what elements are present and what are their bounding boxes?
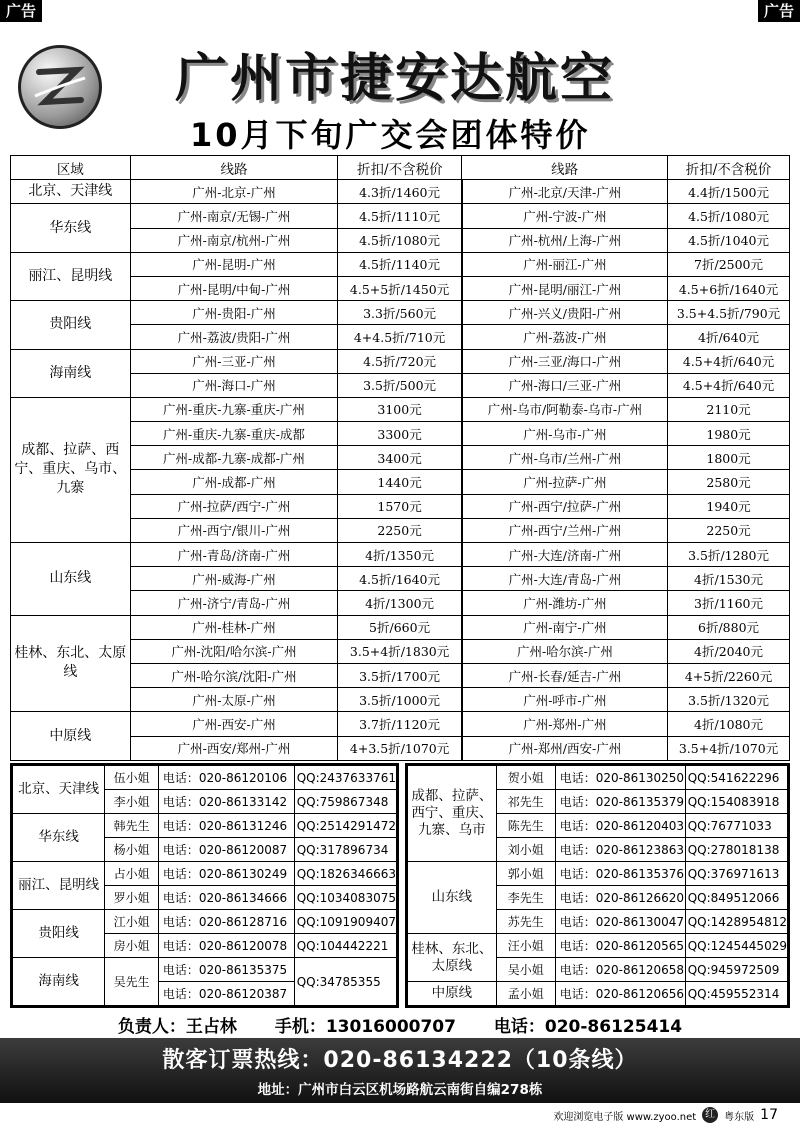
contact-qq: QQ:1091909407 [294, 910, 396, 934]
price-row [11, 301, 790, 325]
contact-phone: 电话：020-86120403 [555, 814, 685, 838]
fare-cell: 1440元 [338, 470, 462, 494]
contact-phone: 电话：020-86130250 [555, 766, 685, 790]
fare-cell: 5折/660元 [338, 615, 462, 639]
fare-cell: 4.5折/1140元 [338, 252, 462, 276]
price-row [11, 712, 790, 736]
contact-region: 贵阳线 [13, 910, 105, 958]
edition-text: 粤东版 [724, 1111, 755, 1123]
route-cell: 广州-荔波-广州 [462, 325, 668, 349]
route-cell: 广州-西宁/拉萨-广州 [462, 494, 668, 518]
contact-qq: QQ:317896734 [294, 838, 396, 862]
contact-name: 杨小姐 [105, 838, 159, 862]
route-cell: 广州-哈尔滨/沈阳-广州 [130, 663, 338, 687]
fare-cell: 4折/1350元 [338, 543, 462, 567]
fare-cell: 3.3折/560元 [338, 301, 462, 325]
region-cell: 桂林、东北、太原线 [11, 615, 131, 712]
fare-cell: 4折/640元 [668, 325, 790, 349]
page-subtitle: 10月下旬广交会团体特价 [190, 116, 591, 154]
contact-phone: 电话：020-86131246 [158, 814, 294, 838]
contact-phone: 电话：020-86120565 [555, 934, 685, 958]
fare-cell: 4.3折/1460元 [338, 180, 462, 204]
phone-text: 电话：020-86125414 [493, 1017, 683, 1037]
contact-name: 祁先生 [496, 790, 555, 814]
contact-row [408, 934, 788, 958]
fare-cell: 1570元 [338, 494, 462, 518]
contact-qq: QQ:849512066 [685, 886, 787, 910]
contact-row [13, 814, 397, 838]
fare-cell: 4.5+4折/640元 [668, 349, 790, 373]
route-cell: 广州-三亚/海口-广州 [462, 349, 668, 373]
hotline-text: 散客订票热线：020-86134222（10条线） [162, 1048, 638, 1073]
contact-qq: QQ:376971613 [685, 862, 787, 886]
address-text: 地址：广州市白云区机场路航云南街自编278栋 [257, 1082, 543, 1098]
fare-cell: 4+4.5折/710元 [338, 325, 462, 349]
contact-name: 汪小姐 [496, 934, 555, 958]
contact-region: 成都、拉萨、西宁、重庆、九寨、乌市 [408, 766, 497, 862]
contact-phone: 电话：020-86120387 [158, 982, 294, 1006]
route-cell: 广州-重庆-九寨-重庆-广州 [130, 397, 338, 421]
route-cell: 广州-桂林-广州 [130, 615, 338, 639]
price-header-cell: 线路 [130, 156, 338, 180]
fare-cell: 4.5折/1080元 [668, 204, 790, 228]
route-cell: 广州-潍坊-广州 [462, 591, 668, 615]
contact-name: 刘小姐 [496, 838, 555, 862]
contact-name: 贺小姐 [496, 766, 555, 790]
fare-cell: 3.5+4折/1070元 [668, 736, 790, 760]
route-cell: 广州-西安/郑州-广州 [130, 736, 338, 760]
contact-region: 中原线 [408, 982, 497, 1006]
price-row [11, 397, 790, 421]
contact-phone: 电话：020-86120087 [158, 838, 294, 862]
region-cell: 丽江、昆明线 [11, 252, 131, 300]
route-cell: 广州-乌市/兰州-广州 [462, 446, 668, 470]
price-row [11, 180, 790, 204]
route-cell: 广州-成都-广州 [130, 470, 338, 494]
region-cell: 成都、拉萨、西宁、重庆、乌市、九寨 [11, 397, 131, 542]
route-cell: 广州-贵阳-广州 [130, 301, 338, 325]
contact-name: 伍小姐 [105, 766, 159, 790]
route-cell: 广州-重庆-九寨-重庆-成都 [130, 422, 338, 446]
contact-qq: QQ:759867348 [294, 790, 396, 814]
contact-qq: QQ:2437633761 [294, 766, 396, 790]
contact-name: 陈先生 [496, 814, 555, 838]
fare-cell: 4.5+4折/640元 [668, 373, 790, 397]
route-cell: 广州-杭州/上海-广州 [462, 228, 668, 252]
fare-cell: 3.5折/1320元 [668, 688, 790, 712]
region-cell: 中原线 [11, 712, 131, 760]
contact-name: 罗小姐 [105, 886, 159, 910]
route-cell: 广州-大连/青岛-广州 [462, 567, 668, 591]
route-cell: 广州-丽江-广州 [462, 252, 668, 276]
contact-qq: QQ:278018138 [685, 838, 787, 862]
contact-name: 郭小姐 [496, 862, 555, 886]
contact-phone: 电话：020-86130047 [555, 910, 685, 934]
contact-name: 江小姐 [105, 910, 159, 934]
ad-label-right: 广告 [758, 0, 800, 22]
contacts-right [405, 763, 790, 1008]
price-row [11, 615, 790, 639]
fare-cell: 2250元 [668, 518, 790, 542]
route-cell: 广州-北京-广州 [130, 180, 338, 204]
route-cell: 广州-昆明/丽江-广州 [462, 276, 668, 300]
fare-cell: 4.5折/1040元 [668, 228, 790, 252]
site-note: 欢迎浏览电子版 www.zyoo.net [553, 1111, 697, 1123]
fare-cell: 3100元 [338, 397, 462, 421]
fare-cell: 4.4折/1500元 [668, 180, 790, 204]
fare-cell: 4+3.5折/1070元 [338, 736, 462, 760]
contact-name: 孟小姐 [496, 982, 555, 1006]
hotline-banner [0, 1038, 800, 1103]
price-header-cell: 折扣/不含税价 [668, 156, 790, 180]
contact-region: 桂林、东北、太原线 [408, 934, 497, 982]
contact-qq: QQ:76771033 [685, 814, 787, 838]
price-row [11, 349, 790, 373]
contact-phone: 电话：020-86128716 [158, 910, 294, 934]
contact-qq: QQ:1826346663 [294, 862, 396, 886]
fare-cell: 1980元 [668, 422, 790, 446]
contact-row [13, 910, 397, 934]
contact-qq: QQ:1034083075 [294, 886, 396, 910]
contact-region: 北京、天津线 [13, 766, 105, 814]
route-cell: 广州-拉萨-广州 [462, 470, 668, 494]
contact-region: 华东线 [13, 814, 105, 862]
contact-row [408, 982, 788, 1006]
contact-region: 丽江、昆明线 [13, 862, 105, 910]
route-cell: 广州-乌市/阿勒泰-乌市-广州 [462, 397, 668, 421]
route-cell: 广州-郑州-广州 [462, 712, 668, 736]
route-cell: 广州-荔波/贵阳-广州 [130, 325, 338, 349]
contact-phone: 电话：020-86126620 [555, 886, 685, 910]
fare-cell: 3.5折/1000元 [338, 688, 462, 712]
fare-cell: 4折/2040元 [668, 639, 790, 663]
fare-cell: 2580元 [668, 470, 790, 494]
contact-qq: QQ:459552314 [685, 982, 787, 1006]
route-cell: 广州-济宁/青岛-广州 [130, 591, 338, 615]
route-cell: 广州-乌市-广州 [462, 422, 668, 446]
price-header-cell: 线路 [462, 156, 668, 180]
route-cell: 广州-海口/三亚-广州 [462, 373, 668, 397]
contact-name: 占小姐 [105, 862, 159, 886]
ad-label-left: 广告 [0, 0, 42, 22]
route-cell: 广州-呼市-广州 [462, 688, 668, 712]
route-cell: 广州-郑州/西安-广州 [462, 736, 668, 760]
route-cell: 广州-拉萨/西宁-广州 [130, 494, 338, 518]
manager-text: 负责人：王占林 [117, 1017, 237, 1037]
contact-name: 吴小姐 [496, 958, 555, 982]
contact-qq: QQ:34785355 [294, 958, 396, 1006]
badge-icon: 红 [702, 1107, 718, 1123]
region-cell: 华东线 [11, 204, 131, 252]
plane-icon [29, 56, 91, 118]
contact-row [13, 766, 397, 790]
fare-cell: 3.5折/500元 [338, 373, 462, 397]
fare-cell: 4折/1300元 [338, 591, 462, 615]
region-cell: 海南线 [11, 349, 131, 397]
contact-name: 韩先生 [105, 814, 159, 838]
contact-row [408, 766, 788, 790]
fare-cell: 4+5折/2260元 [668, 663, 790, 687]
contact-phone: 电话：020-86135379 [555, 790, 685, 814]
fare-cell: 3.7折/1120元 [338, 712, 462, 736]
fare-cell: 4折/1530元 [668, 567, 790, 591]
fare-cell: 3.5折/1280元 [668, 543, 790, 567]
region-cell: 贵阳线 [11, 301, 131, 349]
contact-qq: QQ:945972509 [685, 958, 787, 982]
fare-cell: 1800元 [668, 446, 790, 470]
fare-cell: 3.5+4折/1830元 [338, 639, 462, 663]
route-cell: 广州-北京/天津-广州 [462, 180, 668, 204]
fare-cell: 6折/880元 [668, 615, 790, 639]
fare-cell: 4.5折/1110元 [338, 204, 462, 228]
price-header-cell: 区域 [11, 156, 131, 180]
airline-logo [18, 45, 102, 129]
route-cell: 广州-三亚-广州 [130, 349, 338, 373]
contact-phone: 电话：020-86133142 [158, 790, 294, 814]
contacts-left [10, 763, 399, 1008]
fare-cell: 4.5折/720元 [338, 349, 462, 373]
contact-row [13, 862, 397, 886]
price-row [11, 252, 790, 276]
route-cell: 广州-成都-九寨-成都-广州 [130, 446, 338, 470]
contact-qq: QQ:1428954812 [685, 910, 787, 934]
contact-phone: 电话：020-86130249 [158, 862, 294, 886]
price-table [10, 155, 790, 761]
region-cell: 山东线 [11, 543, 131, 616]
route-cell: 广州-哈尔滨-广州 [462, 639, 668, 663]
region-cell: 北京、天津线 [11, 180, 131, 204]
route-cell: 广州-南宁-广州 [462, 615, 668, 639]
route-cell: 广州-西宁/兰州-广州 [462, 518, 668, 542]
contact-name: 李先生 [496, 886, 555, 910]
page-footer [553, 1107, 778, 1123]
contact-line [0, 1012, 800, 1037]
route-cell: 广州-昆明-广州 [130, 252, 338, 276]
contact-phone: 电话：020-86134666 [158, 886, 294, 910]
contact-phone: 电话：020-86135375 [158, 958, 294, 982]
route-cell: 广州-长春/延吉-广州 [462, 663, 668, 687]
route-cell: 广州-宁波-广州 [462, 204, 668, 228]
contact-phone: 电话：020-86120658 [555, 958, 685, 982]
route-cell: 广州-昆明/中甸-广州 [130, 276, 338, 300]
contact-qq: QQ:1245445029 [685, 934, 787, 958]
contact-phone: 电话：020-86123863 [555, 838, 685, 862]
route-cell: 广州-太原-广州 [130, 688, 338, 712]
route-cell: 广州-西宁/银川-广州 [130, 518, 338, 542]
contact-name: 苏先生 [496, 910, 555, 934]
fare-cell: 7折/2500元 [668, 252, 790, 276]
contact-phone: 电话：020-86120106 [158, 766, 294, 790]
price-header-cell: 折扣/不含税价 [338, 156, 462, 180]
fare-cell: 2250元 [338, 518, 462, 542]
route-cell: 广州-南京/无锡-广州 [130, 204, 338, 228]
page-title: 广州市捷安达航空 [175, 49, 616, 109]
fare-cell: 2110元 [668, 397, 790, 421]
fare-cell: 3折/1160元 [668, 591, 790, 615]
fare-cell: 3.5折/1700元 [338, 663, 462, 687]
page-number: 17 [760, 1107, 778, 1123]
contact-row [408, 862, 788, 886]
contact-phone: 电话：020-86120078 [158, 934, 294, 958]
price-row [11, 204, 790, 228]
route-cell: 广州-兴义/贵阳-广州 [462, 301, 668, 325]
contact-name: 李小姐 [105, 790, 159, 814]
fare-cell: 4.5折/1080元 [338, 228, 462, 252]
contact-qq: QQ:2514291472 [294, 814, 396, 838]
route-cell: 广州-青岛/济南-广州 [130, 543, 338, 567]
contact-name: 房小姐 [105, 934, 159, 958]
contact-phone: 电话：020-86135376 [555, 862, 685, 886]
route-cell: 广州-西安-广州 [130, 712, 338, 736]
fare-cell: 4.5折/1640元 [338, 567, 462, 591]
price-row [11, 543, 790, 567]
route-cell: 广州-威海-广州 [130, 567, 338, 591]
fare-cell: 4.5+6折/1640元 [668, 276, 790, 300]
contact-qq: QQ:104442221 [294, 934, 396, 958]
fare-cell: 3300元 [338, 422, 462, 446]
fare-cell: 4折/1080元 [668, 712, 790, 736]
route-cell: 广州-海口-广州 [130, 373, 338, 397]
fare-cell: 3.5+4.5折/790元 [668, 301, 790, 325]
fare-cell: 4.5+5折/1450元 [338, 276, 462, 300]
contact-qq: QQ:154083918 [685, 790, 787, 814]
mobile-text: 手机：13016000707 [274, 1017, 456, 1037]
fare-cell: 1940元 [668, 494, 790, 518]
route-cell: 广州-沈阳/哈尔滨-广州 [130, 639, 338, 663]
route-cell: 广州-南京/杭州-广州 [130, 228, 338, 252]
contact-region: 山东线 [408, 862, 497, 934]
contact-phone: 电话：020-86120656 [555, 982, 685, 1006]
fare-cell: 3400元 [338, 446, 462, 470]
contact-row [13, 958, 397, 982]
route-cell: 广州-大连/济南-广州 [462, 543, 668, 567]
contact-qq: QQ:541622296 [685, 766, 787, 790]
contact-region: 海南线 [13, 958, 105, 1006]
contact-name: 吴先生 [105, 958, 159, 1006]
